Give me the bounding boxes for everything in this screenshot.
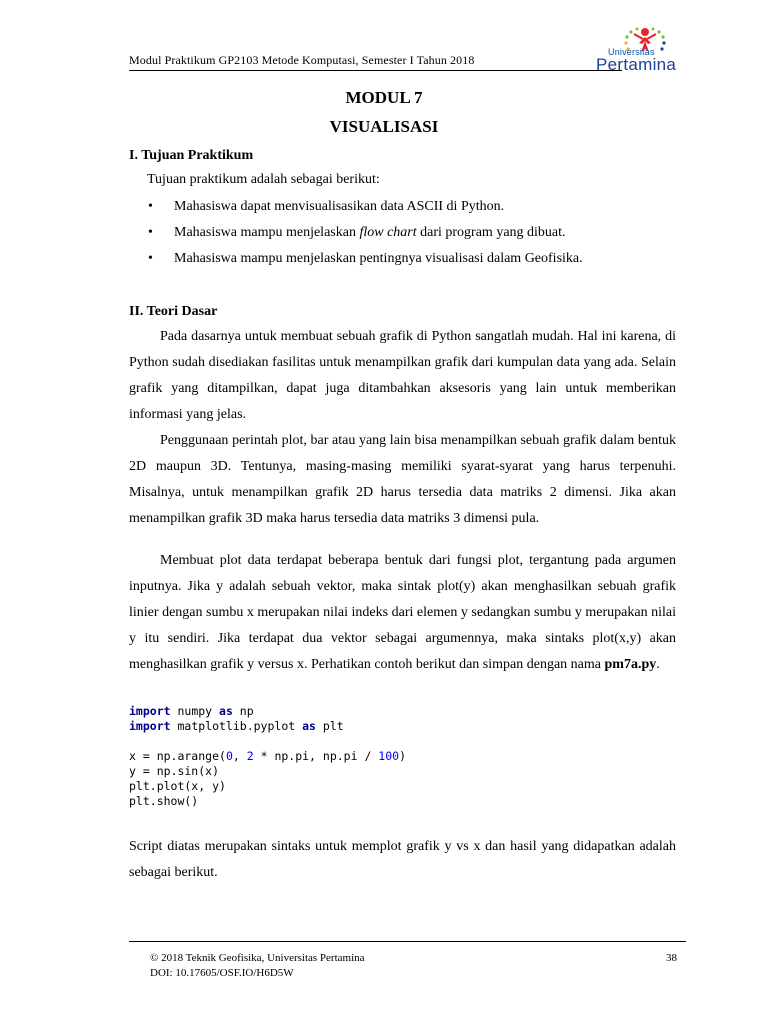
code-text: ) bbox=[399, 749, 407, 763]
code-keyword: as bbox=[219, 704, 233, 718]
footer-doi: DOI: 10.17605/OSF.IO/H6D5W bbox=[150, 967, 294, 979]
bullet-icon: • bbox=[148, 251, 153, 266]
code-number: 0 bbox=[225, 749, 233, 763]
section-heading-tujuan: I. Tujuan Praktikum bbox=[129, 148, 254, 163]
code-text: , bbox=[232, 749, 247, 763]
list-item-text: Mahasiswa mampu menjelaskan pentingnya visualisasi dalam Geofisika. bbox=[174, 251, 583, 266]
code-line: y = np.sin(x) bbox=[129, 764, 220, 778]
module-title: MODUL 7 bbox=[345, 88, 423, 107]
code-text: matplotlib.pyplot bbox=[170, 719, 303, 733]
code-line: plt.plot(x, y) bbox=[129, 779, 226, 793]
filename-text: pm7a.py bbox=[604, 657, 657, 672]
code-number: 2 bbox=[246, 749, 254, 763]
logo-text-universitas: Universitas bbox=[608, 47, 655, 57]
code-number: 100 bbox=[378, 749, 400, 763]
logo-text-pertamina: Pertamina bbox=[596, 55, 677, 74]
module-subtitle: VISUALISASI bbox=[329, 117, 439, 136]
footer-copyright: © 2018 Teknik Geofisika, Universitas Pertamina bbox=[150, 952, 365, 964]
code-line bbox=[129, 749, 406, 763]
code-line bbox=[129, 719, 344, 733]
code-keyword: import bbox=[129, 719, 171, 733]
paragraph-3-end: . bbox=[656, 657, 660, 672]
code-text: plt bbox=[315, 719, 344, 733]
bullet-icon: • bbox=[148, 225, 153, 240]
code-keyword: as bbox=[302, 719, 316, 733]
code-text: np bbox=[232, 704, 254, 718]
paragraph-4: Script diatas merupakan sintaks untuk memplot grafik y vs x dan hasil yang didapatkan adalah sebagai berikut. bbox=[129, 839, 676, 880]
paragraph-3-text: Membuat plot data terdapat beberapa bentuk dari fungsi plot, tergantung pada argumen inputnya. Jika y adalah sebuah vektor, maka sintak plot(y) akan menghasilkan sebuah grafik linier dengan sumbu x merupakan nilai indeks dari elemen y sedangkan sumbu y merupakan nilai y itu sendiri. Jika terdapat dua vektor sebagai argumennya, maka sintaks plot(x,y) akan menghasilkan grafik y versus x. Perhatikan contoh berikut dan simpan dengan nama bbox=[129, 553, 676, 672]
list-item-text bbox=[174, 225, 566, 241]
header-divider bbox=[129, 70, 622, 71]
list-item-text-start: Mahasiswa mampu menjelaskan bbox=[174, 225, 360, 240]
paragraph-3 bbox=[129, 548, 676, 678]
header-title: Modul Praktikum GP2103 Metode Komputasi, Semester I Tahun 2018 bbox=[129, 53, 475, 67]
list-item-text: Mahasiswa dapat menvisualisasikan data ASCII di Python. bbox=[174, 199, 505, 214]
emphasis-text: flow chart bbox=[359, 225, 417, 240]
code-text: * np.pi, np.pi / bbox=[253, 749, 379, 763]
section-heading-teori: II. Teori Dasar bbox=[129, 304, 218, 319]
code-keyword: import bbox=[129, 704, 171, 718]
code-line: plt.show() bbox=[129, 794, 199, 808]
code-text: x = np.arange( bbox=[129, 749, 226, 763]
page-number: 38 bbox=[666, 952, 677, 964]
paragraph-1: Pada dasarnya untuk membuat sebuah grafik di Python sangatlah mudah. Hal ini karena, di Python sudah disediakan fasilitas untuk menampilkan grafik dari kumpulan data yang ada. Selain grafik yang ditampilkan, dapat juga ditambahkan aksesoris yang lain untuk memberikan informasi yang jelas. bbox=[129, 329, 676, 422]
footer-divider bbox=[129, 941, 686, 942]
code-text: numpy bbox=[170, 704, 220, 718]
bullet-icon: • bbox=[148, 199, 153, 214]
section-intro: Tujuan praktikum adalah sebagai berikut: bbox=[147, 172, 380, 187]
code-line bbox=[129, 704, 254, 718]
paragraph-2: Penggunaan perintah plot, bar atau yang lain bisa menampilkan sebuah grafik dalam bentuk 2D maupun 3D. Tentunya, masing-masing memiliki syarat-syarat yang harus terpenuhi. Misalnya, untuk menampilkan grafik 2D harus tersedia data matriks 2 dimensi. Jika akan menampilkan grafik 3D maka harus tersedia data matriks 3 dimensi pula. bbox=[129, 433, 676, 526]
list-item-text-end: dari program yang dibuat. bbox=[416, 225, 566, 240]
code-block bbox=[129, 704, 406, 809]
